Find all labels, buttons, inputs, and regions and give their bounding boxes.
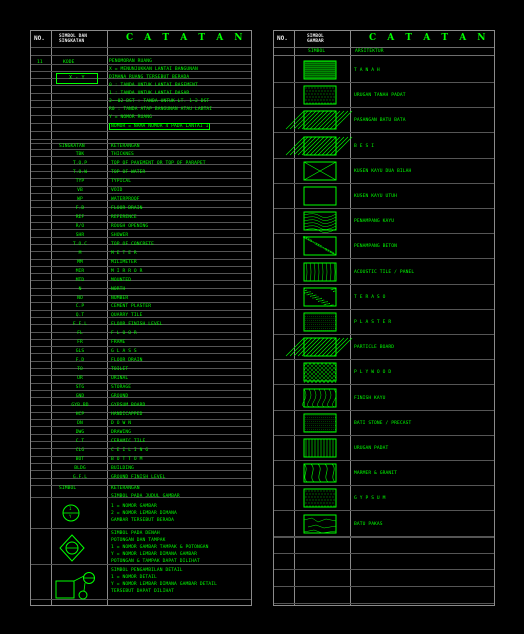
abbr-meaning: STORAGE <box>111 385 132 390</box>
col-catatan-header: C A T A T A N <box>369 33 490 43</box>
row-divider <box>31 200 251 201</box>
abbr-code: NO <box>77 296 83 301</box>
row-divider <box>31 280 251 281</box>
col-no-header: NO. <box>34 35 45 42</box>
sub-catatan-label: ARSITEKTUR <box>355 49 384 54</box>
material-label: PENAMPANG KAYU <box>354 219 395 224</box>
col-simbol-header-1: SIMBOL DAN <box>59 34 88 39</box>
material-hatch-icon <box>304 414 336 432</box>
abbr-meaning: FRAME <box>111 340 126 345</box>
row-divider <box>274 55 494 56</box>
abbr-code: BOT <box>75 457 85 462</box>
abbr-meaning: GROUND <box>111 394 129 399</box>
abbr-code: C.P <box>75 304 85 309</box>
row-divider <box>31 528 251 529</box>
code-note-line: NOMOR = NAMA NOMOR 4 PADA LANTAI 1 <box>111 124 209 129</box>
material-hatch-icon <box>304 61 336 79</box>
row-divider <box>31 397 251 398</box>
col-divider <box>107 31 108 605</box>
material-hatch-icon <box>304 187 336 205</box>
row-divider <box>274 510 494 511</box>
row-divider <box>274 284 494 285</box>
row-divider <box>274 132 494 133</box>
abbr-meaning: WATERPROOF <box>111 197 140 202</box>
code-note-line: PENOMORAN RUANG <box>109 59 152 64</box>
row-divider <box>274 586 494 587</box>
section-marker-icon <box>59 534 85 562</box>
abbr-code: MIR <box>75 269 85 274</box>
abbr-code: CLG <box>75 448 85 453</box>
row-divider <box>274 553 494 554</box>
abbr-code: SHR <box>75 233 85 238</box>
row-divider <box>31 222 251 223</box>
row-divider <box>31 139 251 140</box>
abbr-meaning: B O T T O M <box>111 457 143 462</box>
row-divider <box>274 158 494 159</box>
abbr-code: MTD <box>75 278 85 283</box>
row-divider <box>31 229 251 230</box>
material-hatch-icon <box>304 338 336 356</box>
row-divider <box>31 564 251 565</box>
col-divider <box>350 31 351 605</box>
row-divider <box>31 346 251 347</box>
row-divider <box>31 390 251 391</box>
symbol-title-desc: GAMBAR TERSEBUT BERADA <box>111 518 175 523</box>
symbol-section-desc: POTONGAN DAN TAMPAK <box>111 538 166 543</box>
symbol-detail-desc: SIMBOL PENGAMBILAN DETAIL <box>111 568 183 573</box>
material-label: PENAMPANG BETON <box>354 244 397 249</box>
row-divider <box>31 149 251 150</box>
abbr-meaning: QUARRY TILE <box>111 313 143 318</box>
abbr-code: FR <box>77 340 83 345</box>
abbr-meaning: TOILET <box>111 367 129 372</box>
row-divider <box>31 288 251 289</box>
abbr-code: G.F.L <box>72 475 88 480</box>
row-divider <box>31 251 251 252</box>
code-note-line: 0 : TANDA UNTUK LANTAI BASEMENT <box>109 83 198 88</box>
row-divider <box>31 178 251 179</box>
row-divider <box>31 383 251 384</box>
row-divider <box>31 332 251 333</box>
material-hatch-icon <box>304 389 336 407</box>
abbr-meaning: CEMENT PLASTER <box>111 304 152 309</box>
row-divider <box>31 353 251 354</box>
col-divider <box>51 31 52 605</box>
material-hatch-icon <box>304 288 336 306</box>
row-divider <box>31 310 251 311</box>
row-divider <box>274 309 494 310</box>
abbr-head-right: KETERANGAN <box>111 144 140 149</box>
abbr-code: TBK <box>75 152 85 157</box>
abbr-code: GND <box>75 394 85 399</box>
row-divider <box>274 410 494 411</box>
symbol-detail-desc: Y = NOMOR LEMBAR DIMANA GAMBAR DETAIL <box>111 582 218 587</box>
material-label: T A N A H <box>354 68 380 73</box>
abbr-code: F.F.L <box>72 322 88 327</box>
symbol-section-desc: Y = NOMOR LEMBAR DIMANA GAMBAR <box>111 552 197 557</box>
material-label: PASANGAN BATU BATA <box>354 118 406 123</box>
material-label: FINISH KAYU <box>354 396 386 401</box>
abbr-meaning: FLOOR FINISH LEVEL <box>111 322 163 327</box>
code-note-line: 2~-02 DST : TANDA UNTUK LT. 1~2 DST <box>109 99 210 104</box>
row-divider <box>274 537 494 538</box>
abbr-meaning: NUMBER <box>111 296 129 301</box>
abbr-meaning: SHOWER <box>111 233 129 238</box>
title-symbol-top: 1 <box>69 506 72 511</box>
symbol-title-desc: 1 = NOMOR GAMBAR <box>111 504 157 509</box>
abbr-meaning: TOP OF PAVEMENT OR TOP OF PARAPET <box>111 161 206 166</box>
row-divider <box>31 215 251 216</box>
row-divider <box>274 384 494 385</box>
material-hatch-icon <box>304 212 336 230</box>
abbr-code: GYB.BD <box>71 403 89 408</box>
symbol-title-desc: 2 = NOMOR LEMBAR DIMANA <box>111 511 177 516</box>
abbr-code: F.D <box>75 206 85 211</box>
row-divider <box>31 295 251 296</box>
material-label: URUGAN PADAT <box>354 446 389 451</box>
symbol-section-desc: SIMBOL PADA DENAH <box>111 531 160 536</box>
abbr-code: C.T <box>75 439 85 444</box>
material-hatch-icon <box>304 464 336 482</box>
row-divider <box>31 375 251 376</box>
row-divider <box>31 339 251 340</box>
row-divider <box>31 266 251 267</box>
material-label: P L A S T E R <box>354 320 392 325</box>
abbr-meaning: GROUND FINISH LEVEL <box>111 475 166 480</box>
abbr-head-left: SINGKATAN <box>59 144 85 149</box>
abbr-meaning: FLOOR DRAIN <box>111 206 143 211</box>
row-divider <box>274 233 494 234</box>
row-divider <box>274 107 494 108</box>
row-divider <box>274 460 494 461</box>
abbr-code: F.D <box>75 358 85 363</box>
col-no-header: NO. <box>277 35 288 42</box>
abbr-code: TYP <box>75 179 85 184</box>
abbr-code: STG <box>75 385 85 390</box>
symbol-head-right: KETERANGAN <box>111 486 140 491</box>
material-label: KUSEN KAYU DUA BILAH <box>354 169 412 174</box>
abbr-meaning: FLOOR DRAIN <box>111 358 143 363</box>
row-divider <box>274 334 494 335</box>
row-divider <box>31 186 251 187</box>
material-hatch-icon <box>304 86 336 104</box>
abbr-meaning: ROUGH OPENING <box>111 224 149 229</box>
row-divider <box>274 359 494 360</box>
material-label: T E R A S O <box>354 295 386 300</box>
col-simbol-header-1: SIMBOL <box>307 34 324 39</box>
col-catatan-header: C A T A T A N <box>126 33 247 43</box>
symbol-head-left: SIMBOL <box>59 486 77 491</box>
sub-simbol-label: SIMBOL <box>308 49 326 54</box>
abbr-meaning: D O W N <box>111 421 132 426</box>
material-label: G Y P S U M <box>354 496 386 501</box>
code-label: KODE <box>63 60 75 65</box>
abbr-meaning: NORTH <box>111 287 126 292</box>
material-label: B E S I <box>354 144 375 149</box>
row-divider <box>274 82 494 83</box>
abbr-code: WP <box>77 197 83 202</box>
row-divider <box>274 603 494 604</box>
code-box-text: X - Y <box>69 75 85 81</box>
abbr-code: N <box>78 287 82 292</box>
code-number: 11 <box>37 60 43 65</box>
material-hatch-icon <box>304 489 336 507</box>
row-divider <box>31 131 251 132</box>
abbr-code: GLS <box>75 349 85 354</box>
material-hatch-icon <box>304 439 336 457</box>
abbr-code: VB <box>77 188 83 193</box>
abbr-code: T.O.C <box>72 242 88 247</box>
abbr-code: Q.T <box>75 313 85 318</box>
row-divider <box>31 302 251 303</box>
abbr-code: DN <box>77 421 83 426</box>
material-hatch-icon <box>304 363 336 381</box>
material-label: BATI STONE / PRECAST <box>354 421 412 426</box>
symbol-title-note: SIMBOL PADA JUDUL GAMBAR <box>111 494 180 499</box>
abbr-code: BLDG <box>74 466 86 471</box>
col-simbol-header-2: GAMBAR <box>307 39 324 44</box>
abbr-code: R/O <box>75 224 85 229</box>
abbr-code: FL <box>77 331 83 336</box>
abbr-code: REF <box>75 215 85 220</box>
abbr-code: T.O.P <box>72 161 88 166</box>
abbr-meaning: URINAL <box>111 376 129 381</box>
material-hatch-icon <box>304 111 336 129</box>
material-label: P L Y W O O D <box>354 370 392 375</box>
row-divider <box>31 463 251 464</box>
row-divider <box>274 258 494 259</box>
row-divider <box>31 237 251 238</box>
material-hatch-icon <box>304 263 336 281</box>
abbr-meaning: C E I L I N G <box>111 448 149 453</box>
right-legend-table <box>273 30 495 606</box>
material-hatch-icon <box>304 137 336 155</box>
code-note-line: 1 : TANDA UNTUK LANTAI DASAR <box>109 91 190 96</box>
abbr-meaning: VOID <box>111 188 123 193</box>
col-simbol-header-2: SINGKATAN <box>59 39 85 44</box>
code-note-line: Y = NOMOR RUANG <box>109 115 152 120</box>
material-label: BATU PAKAS <box>354 522 383 527</box>
material-hatch-icon <box>304 237 336 255</box>
row-divider <box>31 55 251 56</box>
abbr-meaning: HANDICAPPED <box>111 412 143 417</box>
abbr-meaning: MOUNTED <box>111 278 132 283</box>
material-label: URUGAN TANAH PADAT <box>354 93 406 98</box>
abbr-code: T.O.W <box>72 170 88 175</box>
abbr-code: MM <box>77 260 83 265</box>
abbr-code: UR <box>77 376 83 381</box>
row-divider <box>274 47 494 48</box>
row-divider <box>31 47 251 48</box>
abbr-code: M <box>78 251 82 256</box>
symbol-section-desc: 1 = NOMOR GAMBAR TAMPAK & POTONGAN <box>111 545 209 550</box>
row-divider <box>31 434 251 435</box>
row-divider <box>31 193 251 194</box>
code-symbol-box <box>56 73 98 84</box>
row-divider <box>31 368 251 369</box>
row-divider <box>31 156 251 157</box>
code-note-line: X = MENUNJUKKAN LANTAI BANGUNAN <box>109 67 198 72</box>
abbr-meaning: M I R R O R <box>111 269 143 274</box>
abbr-meaning: F L O O R <box>111 331 137 336</box>
row-divider <box>31 470 251 471</box>
row-divider <box>274 183 494 184</box>
abbr-meaning: TOP OF CONCRETE <box>111 242 154 247</box>
material-label: MARMER & GRANIT <box>354 471 397 476</box>
abbr-meaning: GYPSUM BOARD <box>111 403 146 408</box>
material-hatch-icon <box>304 515 336 533</box>
abbr-meaning: BUILDING <box>111 466 134 471</box>
abbr-meaning: DRAWING <box>111 430 132 435</box>
symbol-detail-desc: 1 = NOMOR DETAIL <box>111 575 157 580</box>
row-divider <box>274 569 494 570</box>
abbr-meaning: MILIMETER <box>111 260 137 265</box>
code-note-line: R0 : TANDA ATAP BANGUNAN ATAU LABTAI <box>109 107 213 112</box>
abbr-meaning: M E T E R <box>111 251 137 256</box>
material-label: PARTICLE BOARD <box>354 345 395 350</box>
symbol-section-desc: POTONGAN & TAMPAK DAPAT DILIHAT <box>111 559 200 564</box>
abbr-meaning: CERAMIC TILE <box>111 439 146 444</box>
col-divider <box>294 31 295 605</box>
abbr-meaning: TYPICAL <box>111 179 132 184</box>
title-symbol-bottom: Y <box>69 514 72 519</box>
code-note-line: DIMANA RUANG TERSEBUT BERADA <box>109 75 190 80</box>
abbr-code: TO <box>77 367 83 372</box>
abbr-meaning: REFERENCE <box>111 215 137 220</box>
row-divider <box>274 485 494 486</box>
row-divider <box>31 259 251 260</box>
row-divider <box>274 208 494 209</box>
abbr-meaning: G L A S S <box>111 349 137 354</box>
abbr-meaning: THICKNES <box>111 152 134 157</box>
row-divider <box>31 419 251 420</box>
symbol-detail-desc: TERSEBUT DAPAT DILIHAT <box>111 589 175 594</box>
abbr-meaning: TOP OF WATER <box>111 170 146 175</box>
material-hatch-icon <box>304 162 336 180</box>
row-divider <box>274 435 494 436</box>
left-legend-table <box>30 30 252 606</box>
detail-marker-icon <box>53 571 101 603</box>
row-divider <box>31 426 251 427</box>
material-hatch-icon <box>304 313 336 331</box>
abbr-code: HCP <box>75 412 85 417</box>
material-label: KUSEN KAYU UTUH <box>354 194 397 199</box>
abbr-code: DWG <box>75 430 85 435</box>
material-label: ACOUSTIC TILE / PANEL <box>354 270 415 275</box>
